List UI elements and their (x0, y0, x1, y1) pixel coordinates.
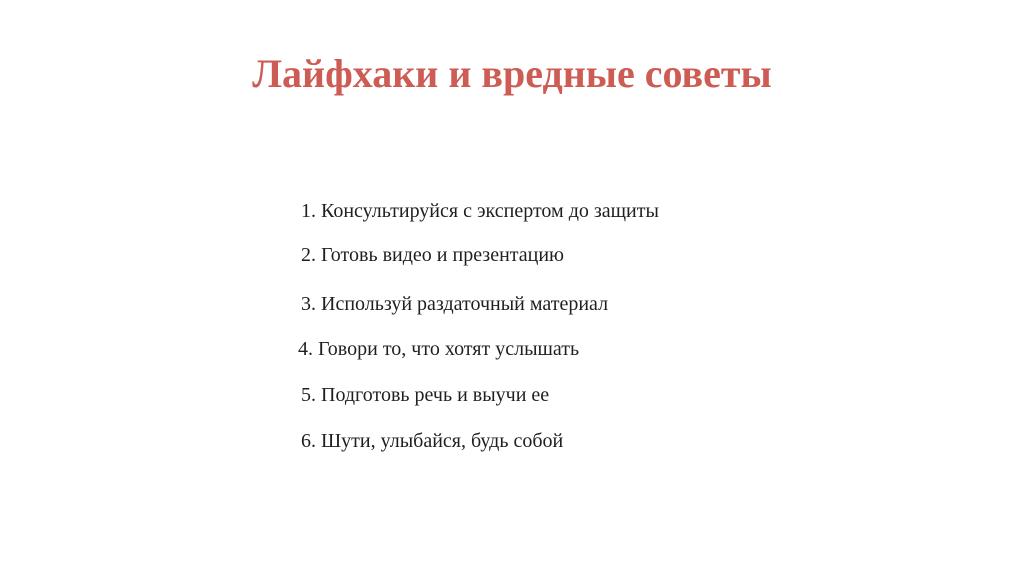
tip-item: 4. Говори то, что хотят услышать (298, 338, 580, 360)
tip-item: 6. Шути, улыбайся, будь собой (301, 430, 564, 452)
tip-item: 5. Подготовь речь и выучи ее (301, 384, 550, 406)
tip-item: 1. Консультируйся с экспертом до защиты (301, 200, 659, 222)
slide-title: Лайфхаки и вредные советы (252, 51, 772, 96)
tip-item: 3. Используй раздаточный материал (301, 293, 609, 315)
tip-item: 2. Готовь видео и презентацию (301, 244, 564, 266)
